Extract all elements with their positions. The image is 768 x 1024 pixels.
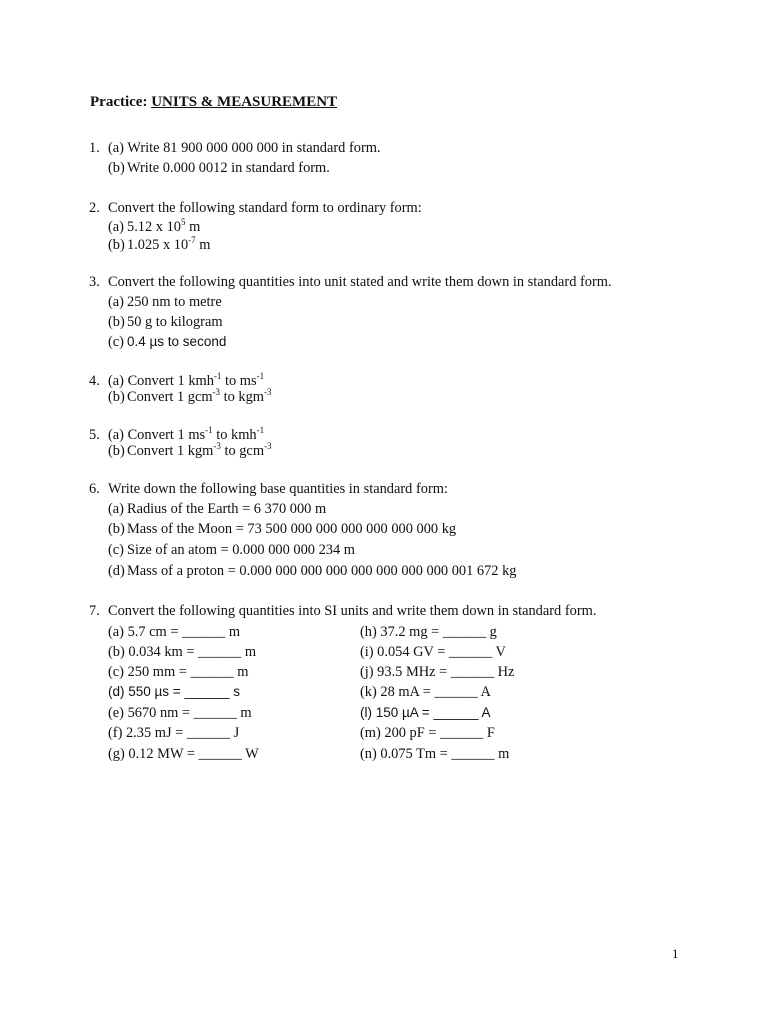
q4-a-exp2: -1 (256, 371, 265, 381)
q3-a-text: 250 nm to metre (127, 294, 222, 310)
q3-number: 3. (89, 274, 100, 290)
q6-a-label: (a) (108, 501, 124, 517)
q5-number: 5. (89, 427, 100, 443)
q6-part-a (108, 501, 326, 518)
q2-a-unit: m (185, 219, 201, 235)
q1-part-a: (a) Write 81 900 000 000 000 in standard form. (108, 140, 381, 156)
q6-b-label: (b) (108, 521, 125, 537)
q3-a-label: (a) (108, 294, 124, 310)
q4-part-a (108, 373, 264, 390)
q6-part-d (108, 563, 516, 580)
q4-a-mid: to ms (221, 373, 257, 389)
title-prefix: Practice: (90, 94, 148, 110)
q2-a-exp: 5 (180, 217, 186, 227)
q7-item-e: (e) 5670 nm = ______ m (108, 705, 252, 721)
q6-d-text: Mass of a proton = 0.000 000 000 000 000 000 000 000 001 672 kg (127, 563, 517, 579)
q3-part-c (108, 334, 226, 351)
q7-item-b: (b) 0.034 km = ______ m (108, 644, 257, 660)
page-title (90, 94, 337, 111)
q7-number: 7. (89, 603, 100, 619)
q7-item-i: (i) 0.054 GV = ______ V (360, 644, 506, 660)
q5-b-pre: Convert 1 kgm (127, 443, 214, 459)
q6-d-label: (d) (108, 563, 125, 579)
q3-c-label: (c) (108, 334, 124, 350)
q1-b-text: Write 0.000 0012 in standard form. (127, 160, 330, 176)
q2-b-base: 1.025 x 10 (127, 237, 189, 253)
q7-item-a: (a) 5.7 cm = ______ m (108, 624, 241, 640)
q7-item-h: (h) 37.2 mg = ______ g (360, 624, 497, 640)
q4-b-exp1: -3 (212, 387, 221, 397)
q7-item-f: (f) 2.35 mJ = ______ J (108, 725, 240, 741)
q2-b-unit: m (195, 237, 211, 253)
q7-item-k: (k) 28 mA = ______ A (360, 684, 491, 700)
q5-a-exp1: -1 (205, 425, 213, 435)
q3-part-b (108, 314, 223, 331)
q7-item-d: (d) 550 µs = ______ s (108, 684, 240, 699)
q5-b-exp1: -3 (213, 441, 221, 451)
q5-b-label: (b) (108, 443, 125, 459)
q7-text: Convert the following quantities into SI units and write them down in standard form. (108, 603, 597, 619)
q4-b-pre: Convert 1 gcm (127, 389, 213, 405)
q4-b-mid: to kgm (220, 389, 265, 405)
q3-b-text: 50 g to kilogram (127, 314, 223, 330)
q2-a-base: 5.12 x 10 (127, 219, 181, 235)
q2-text: Convert the following standard form to ordinary form: (108, 200, 422, 216)
q7-item-c: (c) 250 mm = ______ m (108, 664, 249, 680)
q6-part-b (108, 521, 456, 538)
q6-text: Write down the following base quantities in standard form: (108, 481, 448, 497)
q2-b-exp: -7 (188, 235, 196, 245)
q2-number: 2. (89, 200, 100, 216)
q3-b-label: (b) (108, 314, 125, 330)
q6-c-text: Size of an atom = 0.000 000 000 234 m (127, 542, 355, 558)
q5-b-exp2: -3 (264, 441, 272, 451)
q3-part-a (108, 294, 222, 311)
q1-number: 1. (89, 140, 100, 156)
q1-part-b (108, 160, 330, 177)
q5-b-mid: to gcm (220, 443, 265, 459)
q5-a-exp2: -1 (256, 425, 265, 435)
q4-number: 4. (89, 373, 100, 389)
q4-a-exp1: -1 (213, 371, 222, 381)
q1-b-label: (b) (108, 160, 125, 176)
q6-c-label: (c) (108, 542, 124, 558)
q7-item-m: (m) 200 pF = ______ F (360, 725, 495, 741)
q7-item-l: (l) 150 µA = ______ A (360, 705, 491, 720)
q4-a-pre: (a) Convert 1 kmh (108, 373, 214, 389)
q7-item-n: (n) 0.075 Tm = ______ m (360, 746, 510, 762)
q5-a-mid: to kmh (212, 427, 257, 443)
q7-item-g: (g) 0.12 MW = ______ W (108, 746, 259, 762)
q2-part-a (108, 219, 200, 236)
q7-item-j: (j) 93.5 MHz = ______ Hz (360, 664, 515, 680)
q6-number: 6. (89, 481, 100, 497)
q6-part-c (108, 542, 355, 559)
q4-b-exp2: -3 (264, 387, 272, 397)
page-number: 1 (672, 946, 679, 961)
q4-part-b (108, 389, 272, 406)
q5-part-a (108, 427, 264, 444)
q5-part-b (108, 443, 272, 460)
q2-a-label: (a) (108, 219, 124, 235)
q3-text: Convert the following quantities into unit stated and write them down in standard form. (108, 274, 612, 290)
q6-a-text: Radius of the Earth = 6 370 000 m (127, 501, 327, 517)
q5-a-pre: (a) Convert 1 ms (108, 427, 206, 443)
title-main: UNITS & MEASUREMENT (151, 94, 338, 110)
q4-b-label: (b) (108, 389, 125, 405)
q3-c-text: 0.4 µs to second (127, 334, 227, 349)
q2-b-label: (b) (108, 237, 125, 253)
q2-part-b (108, 237, 210, 254)
q6-b-text: Mass of the Moon = 73 500 000 000 000 000 000 000 kg (127, 521, 457, 537)
